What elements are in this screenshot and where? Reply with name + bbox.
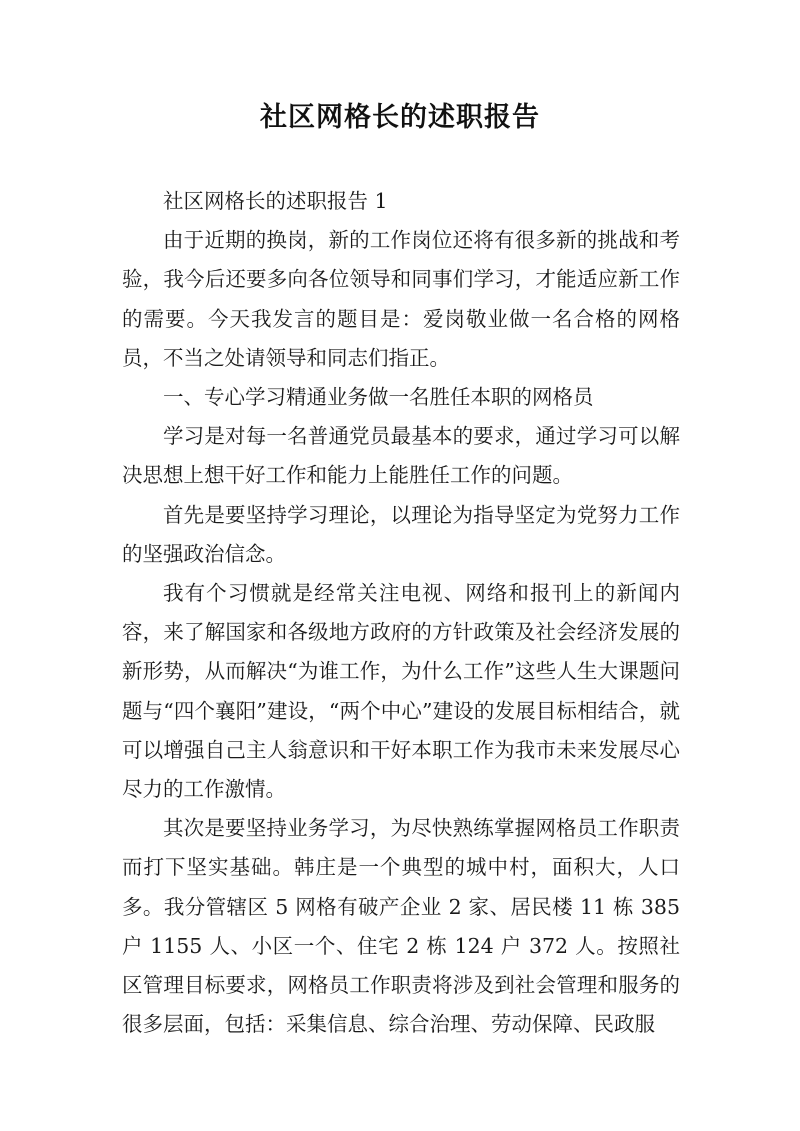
- section-heading-study: 一、专心学习精通业务做一名胜任本职的网格员: [163, 385, 594, 410]
- section-heading-1: 社区网格长的述职报告 1: [163, 189, 388, 213]
- paragraph-theory: 首先是要坚持学习理论，以理论为指导坚定为党努力工作的坚强政治信念。: [122, 502, 680, 566]
- document-body: [122, 182, 680, 1044]
- document-title: 社区网格长的述职报告: [260, 102, 540, 133]
- paragraph-news-habit: 我有个习惯就是经常关注电视、网络和报刊上的新闻内容，来了解国家和各级地方政府的方针政策及社会经济发展的新形势，从而解决“为谁工作，为什么工作”这些人生大课题问题与“四个襄阳”建设，“两个中心”建设的发展目标相结合，就可以增强自己主人翁意识和干好本职工作为我市未来发展尽心尽力的工作激情。: [122, 581, 680, 802]
- paragraph-study: 学习是对每一名普通党员最基本的要求，通过学习可以解决思想上想干好工作和能力上能胜任工作的问题。: [122, 424, 680, 488]
- paragraph-intro: 由于近期的换岗，新的工作岗位还将有很多新的挑战和考验，我今后还要多向各位领导和同事们学习，才能适应新工作的需要。今天我发言的题目是：爱岗敬业做一名合格的网格员，不当之处请领导和同志们指正。: [122, 228, 680, 370]
- paragraph-business-study: 其次是要坚持业务学习，为尽快熟练掌握网格员工作职责而打下坚实基础。韩庄是一个典型的城中村，面积大，人口多。我分管辖区 5 网格有破产企业 2 家、居民楼 11 栋 385 户 1155 人、小区一个、住宅 2 栋 124 户 372 人。按照社区管理目标要求，网格员工作职责将涉及到社会管理和服务的很多层面，包括：采集信息、综合治理、劳动保障、民政服: [122, 816, 680, 1037]
